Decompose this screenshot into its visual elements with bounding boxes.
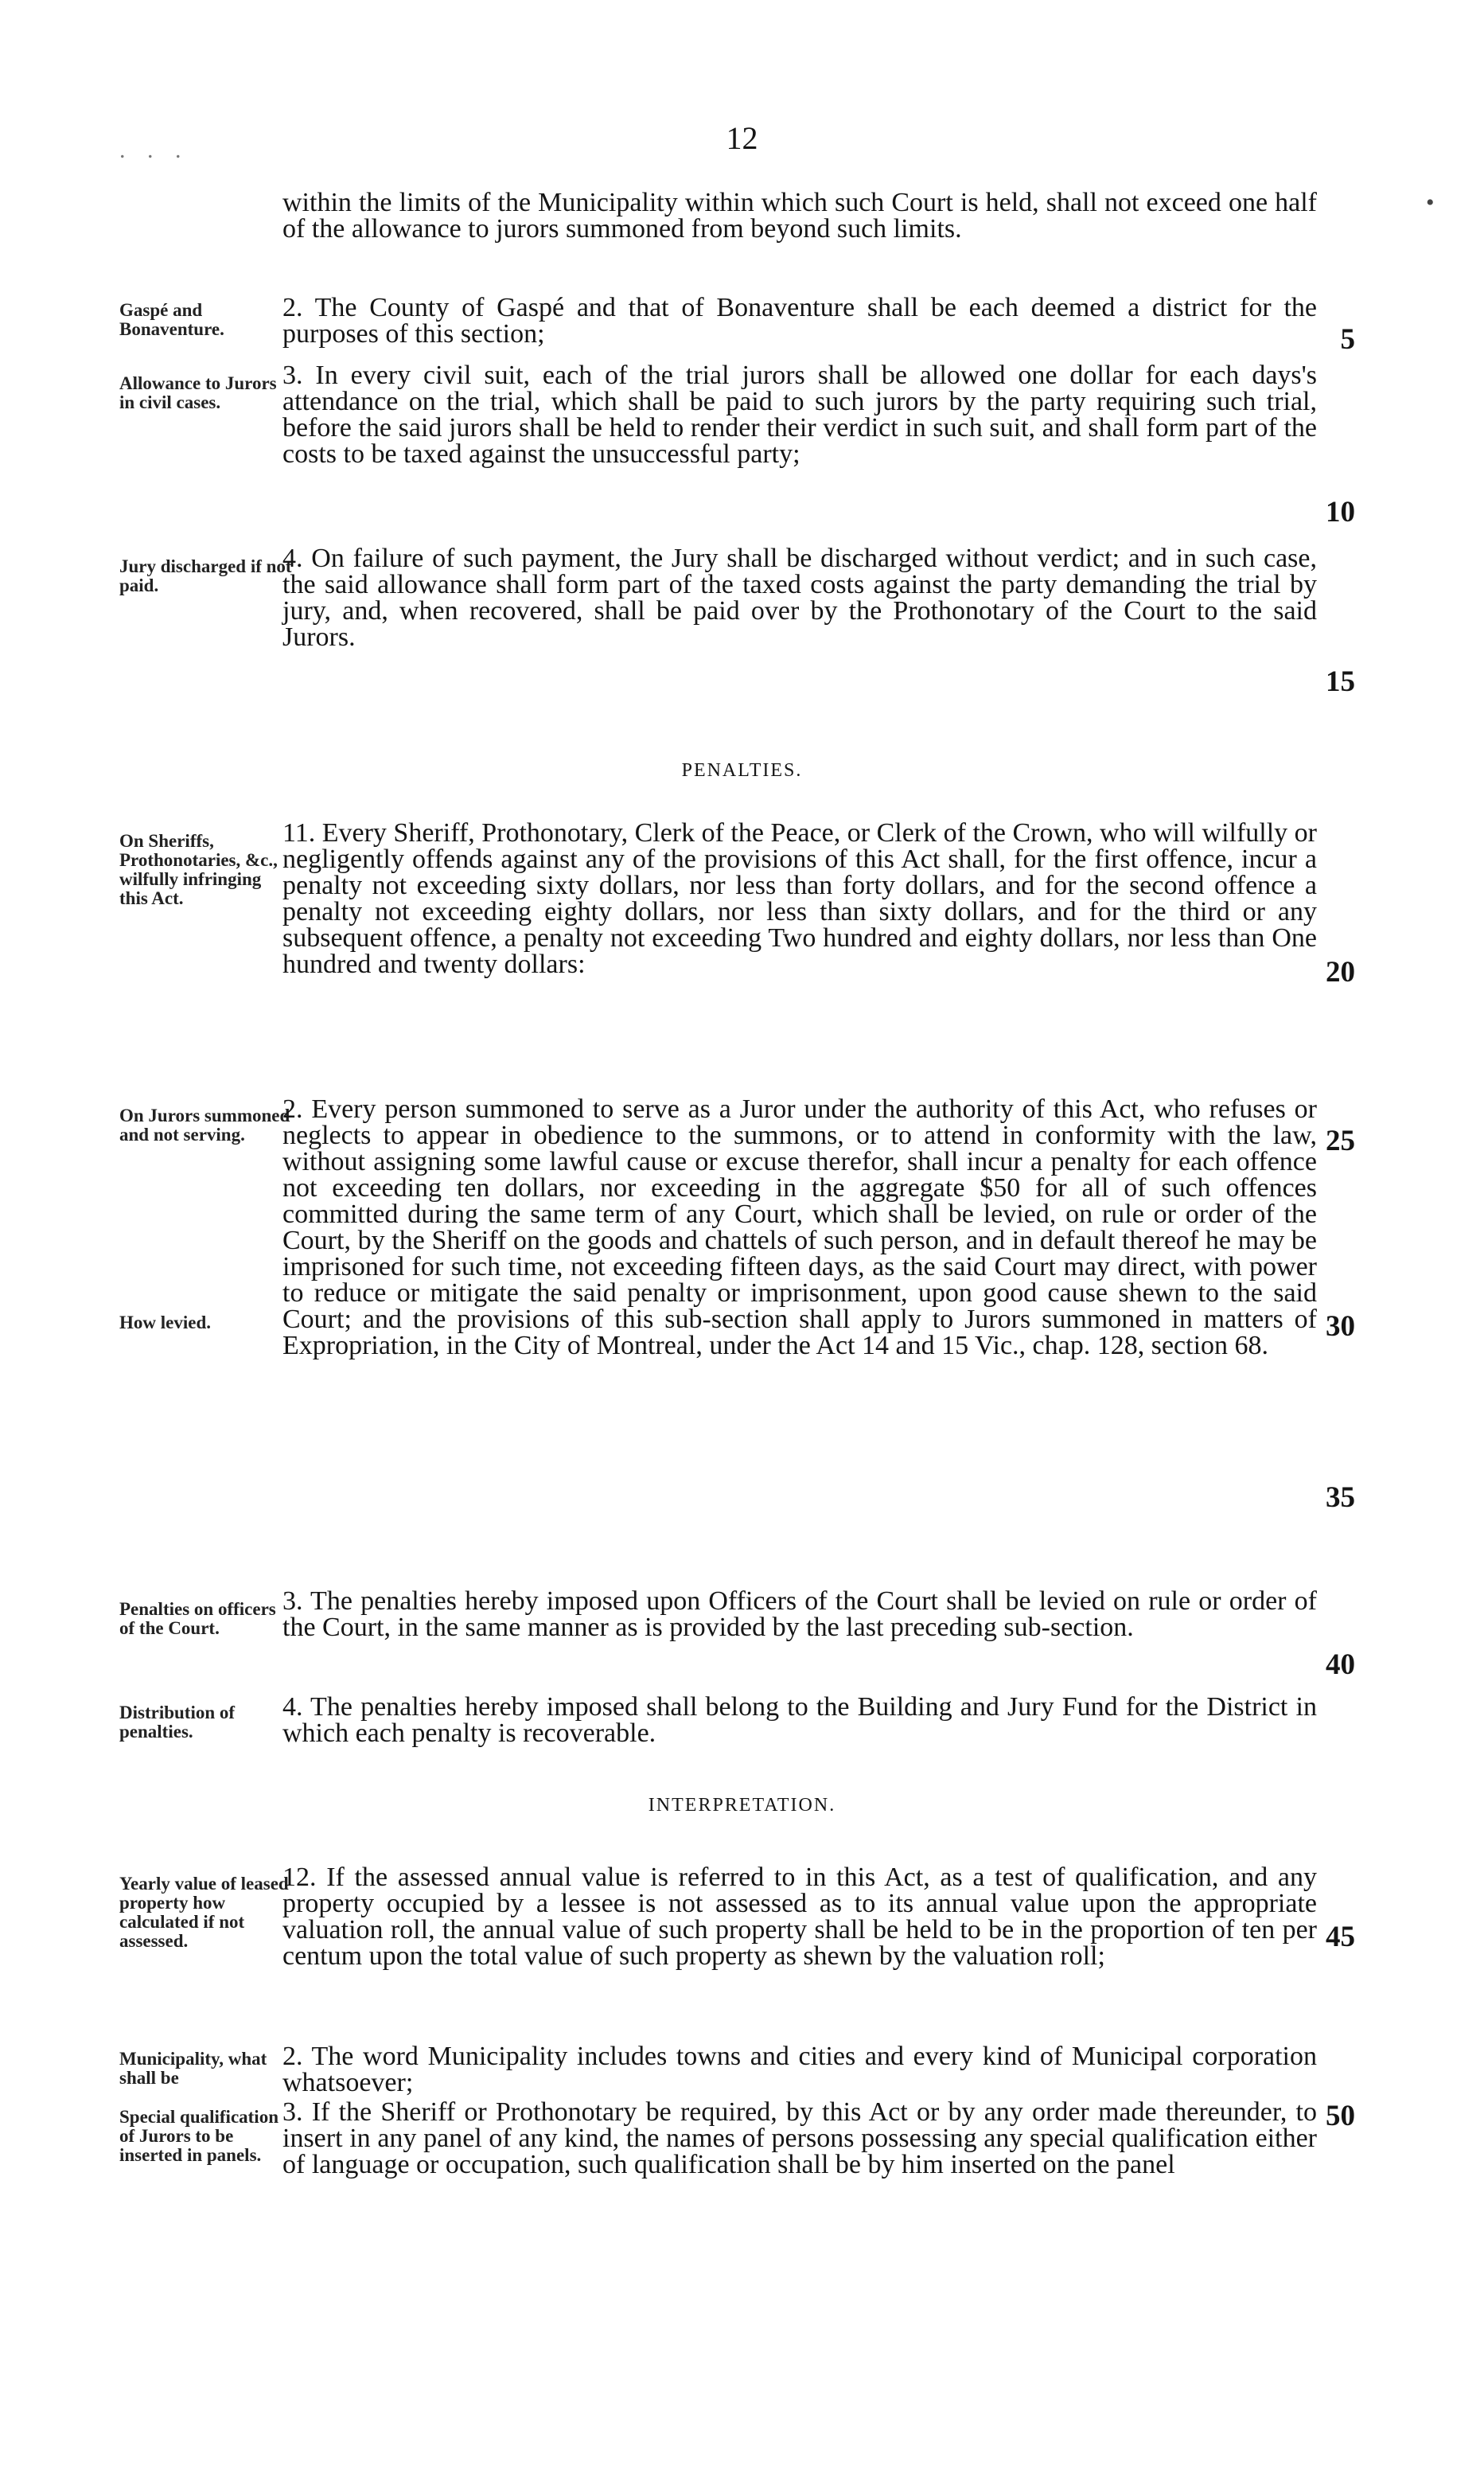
margin-note-penalties-officers: Penalties on officers of the Court.	[119, 1599, 276, 1638]
paragraph-special-qualification: 3. If the Sheriff or Prothonotary be required, by this Act or by any order made thereunder, to insert in any panel of any kind, the names of persons possessing any special qualification either of language or occupation, such qualification shall be by him inserted on the panel	[282, 2097, 1317, 2179]
paragraph-municipality: 2. The word Municipality includes towns and cities and every kind of Municipal corporation whatsoever;	[282, 2042, 1317, 2097]
line-number-10: 10	[1326, 496, 1355, 529]
section-heading-penalties: PENALTIES.	[681, 760, 803, 781]
margin-note-yearly-value: Yearly value of leased property how calculated if not assessed.	[119, 1874, 289, 1951]
margin-note-special-qualification: Special qualification of Jurors to be inserted in panels.	[119, 2107, 278, 2165]
margin-note-gaspe: Gaspé and Bonaventure.	[119, 300, 224, 339]
margin-note-allowance: Allowance to Jurors in civil cases.	[119, 373, 277, 412]
line-number-30: 30	[1326, 1310, 1355, 1343]
paragraph-continuation: within the limits of the Municipality within which such Court is held, shall not exceed one half of the allowance to jurors summoned from beyond such limits.	[282, 188, 1317, 244]
line-number-40: 40	[1326, 1648, 1355, 1681]
line-number-35: 35	[1326, 1481, 1355, 1514]
paragraph-yearly-value: 12. If the assessed annual value is referred to in this Act, as a test of qualification, and any property occupied by a lessee is not assessed as to its annual value upon the appropriate valuation roll, the annual value of such property shall be held to be in the proportion of ten per centum upon the total value of such property as shewn by the valuation roll;	[282, 1863, 1317, 1971]
margin-note-distribution: Distribution of penalties.	[119, 1703, 236, 1742]
margin-note-on-sheriffs: On Sheriffs, Prothonotaries, &c., wilfully infringing this Act.	[119, 831, 278, 908]
line-number-25: 25	[1326, 1125, 1355, 1157]
line-number-5: 5	[1340, 323, 1355, 356]
line-number-15: 15	[1326, 665, 1355, 698]
margin-note-how-levied: How levied.	[119, 1313, 211, 1332]
paragraph-penalties-officers: 3. The penalties hereby imposed upon Officers of the Court shall be levied on rule or order of the Court, in the same manner as is provided by the last preceding sub-section.	[282, 1586, 1317, 1642]
paragraph-jury-discharged: 4. On failure of such payment, the Jury shall be discharged without verdict; and in such case, the said allowance shall form part of the taxed costs against the party demanding the trial by jury, and, when recovered, shall be paid over by the Prothonotary of the Court to the said Jurors.	[282, 544, 1317, 652]
paragraph-distribution: 4. The penalties hereby imposed shall belong to the Building and Jury Fund for the District in which each penalty is recoverable.	[282, 1692, 1317, 1748]
margin-note-jury-discharged: Jury discharged if not paid.	[119, 556, 292, 595]
stray-marks: . . .	[119, 137, 189, 163]
paragraph-jurors: 2. Every person summoned to serve as a Juror under the authority of this Act, who refuses or neglects to appear in obedience to the summons, or to attend in conformity with the law, without assigning some lawful cause or excuse therefor, shall incur a penalty for each offence not exceeding ten dollars, nor exceeding in the aggregate $50 for all of such offences committed during the same term of any Court, which shall be levied, on rule or order of the Court, by the Sheriff on the goods and chattels of such person, and in default thereof he may be imprisoned for such time, not exceeding fifteen days, as the said Court may direct, with power to reduce or mitigate the said penalty or imprisonment, upon good cause shewn to the said Court; and the provisions of this sub-section shall apply to Jurors summoned in matters of Expropriation, in the City of Montreal, under the Act 14 and 15 Vic., chap. 128, section 68.	[282, 1094, 1317, 1360]
page-number: 12	[726, 120, 758, 156]
stray-mark: •	[1426, 189, 1435, 216]
paragraph-allowance: 3. In every civil suit, each of the trial jurors shall be allowed one dollar for each days's attendance on the trial, which shall be paid to such jurors by the party requiring such trial, before the said jurors shall be held to render their verdict in such suit, and shall form part of the costs to be taxed against the unsuccessful party;	[282, 361, 1317, 469]
paragraph-sheriffs: 11. Every Sheriff, Prothonotary, Clerk of the Peace, or Clerk of the Crown, who will wilfully or negligently offends against any of the provisions of this Act shall, for the first offence, incur a penalty not exceeding sixty dollars, nor less than forty dollars, and for the second offence a penalty not exceeding eighty dollars, nor less than sixty dollars, and for the third or any subsequent offence, a penalty not exceeding Two hundred and eighty dollars, nor less than One hundred and twenty dollars:	[282, 818, 1317, 979]
margin-note-on-jurors: On Jurors summoned and not serving.	[119, 1106, 290, 1145]
section-heading-interpretation: INTERPRETATION.	[648, 1795, 836, 1816]
line-number-50: 50	[1326, 2100, 1355, 2132]
paragraph-gaspe: 2. The County of Gaspé and that of Bonaventure shall be each deemed a district for the purposes of this section;	[282, 293, 1317, 349]
margin-note-municipality: Municipality, what shall be	[119, 2049, 267, 2088]
line-number-20: 20	[1326, 956, 1355, 989]
line-number-45: 45	[1326, 1921, 1355, 1953]
